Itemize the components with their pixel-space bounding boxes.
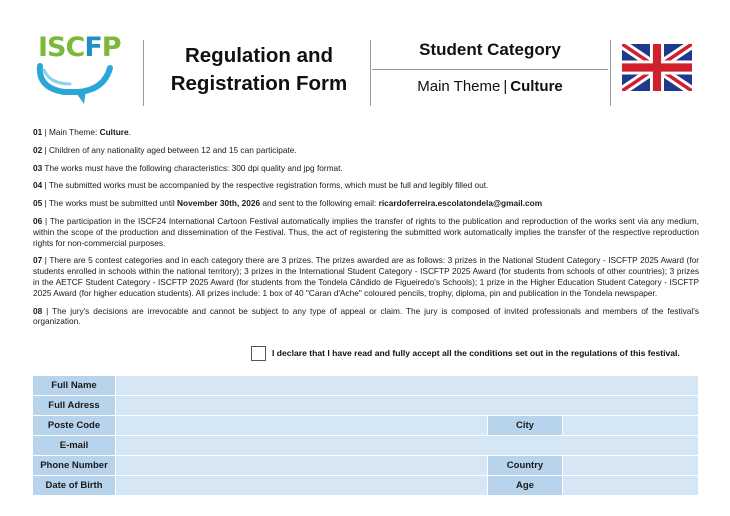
country-field[interactable] [563, 456, 699, 476]
full-adress-field[interactable] [116, 396, 699, 416]
full-adress-label: Full Adress [33, 396, 116, 416]
rule-item: 06 | The participation in the ISCF24 International Cartoon Festival automatically implies the transfer of rights to the publication and reproduction of the works sent via any medium, within the scope of the production and dissemination of the Festival. Thus, the act of registering the submitted work automatically implies the transfer of the respective reproduction rights for non-commercial purposes. [33, 215, 699, 248]
rule-item: 03 The works must have the following characteristics: 300 dpi quality and jpg format. [33, 162, 343, 173]
declaration-text: I declare that I have read and fully accept all the conditions set out in the regulations of this festival. [272, 348, 680, 358]
poste-code-label: Poste Code [33, 416, 116, 436]
form-row [33, 376, 699, 396]
logo-text: ISCFP [38, 32, 121, 63]
rule-item: 08 | The jury's decisions are irrevocable and cannot be subject to any type of appeal or claim. The jury is composed of invited professionals and members of the festival's organization. [33, 305, 699, 327]
header-divider [370, 40, 371, 106]
rule-item: 04 | The submitted works must be accompanied by the respective registration forms, which must be full and legibly filled out. [33, 180, 489, 191]
declaration [251, 346, 701, 362]
form-row [33, 476, 699, 496]
city-field[interactable] [563, 416, 699, 436]
registration-form [33, 376, 699, 496]
date-of-birth-label: Date of Birth [33, 476, 116, 496]
rule-item: 02 | Children of any nationality aged between 12 and 15 can participate. [33, 144, 297, 155]
age-field[interactable] [563, 476, 699, 496]
uk-flag-icon [622, 44, 692, 91]
page-header [0, 0, 730, 118]
iscfp-logo [34, 30, 124, 106]
phone-number-field[interactable] [116, 456, 488, 476]
email-label: E-mail [33, 436, 116, 456]
main-theme: Main Theme | Culture [417, 78, 563, 95]
form-row [33, 436, 699, 456]
form-row [33, 416, 699, 436]
poste-code-field[interactable] [116, 416, 488, 436]
form-row [33, 456, 699, 476]
age-label: Age [488, 476, 563, 496]
accept-checkbox[interactable] [251, 346, 266, 361]
phone-number-label: Phone Number [33, 456, 116, 476]
header-divider [143, 40, 144, 106]
full-name-label: Full Name [33, 376, 116, 396]
full-name-field[interactable] [116, 376, 699, 396]
category-title: Student Category [419, 40, 561, 59]
regulation-rules [33, 127, 699, 334]
category-divider [372, 69, 608, 70]
city-label: City [488, 416, 563, 436]
email-field[interactable] [116, 436, 699, 456]
country-label: Country [488, 456, 563, 476]
rule-item: 07 | There are 5 contest categories and in each category there are 3 prizes. The prizes awarded are as follows: 3 prizes in the National Student Category - ISCFTP 2025 Award (for students enrolled in schools within the national territory); 3 prizes in the International Student Category - ISCFTP 2025 Award (for students from schools of other countries); 3 prizes in the AETCF Student Category - ISCFTP 2025 Award (for students from the Tondela Cândido de Figueiredo's Schools); 1 prize in the Higher Education Student Category - ISCFTP 2025 Award (for higher education students). All prizes include: 1 box of 40 "Caran d'Ache" coloured pencils, trophy, diploma, pin and publication in the Tondela newspaper. [33, 255, 699, 298]
date-of-birth-field[interactable] [116, 476, 488, 496]
rule-item: 05 | The works must be submitted until November 30th, 2026 and sent to the following email: ricardoferreira.escolatondela@gmail.com [33, 198, 543, 209]
rule-item: 01 | Main Theme: Culture. [33, 127, 131, 137]
header-divider [610, 40, 611, 106]
page-title: Regulation and Registration Form [170, 44, 348, 95]
form-row [33, 396, 699, 416]
